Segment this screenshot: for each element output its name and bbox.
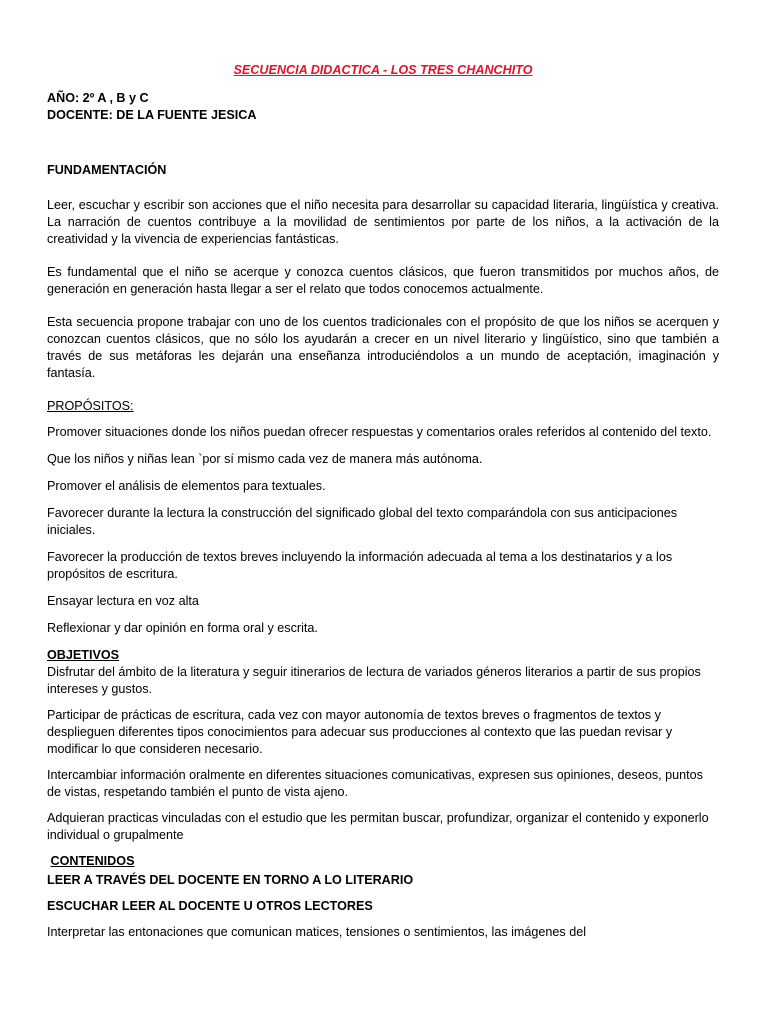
fundamentacion-paragraph: Leer, escuchar y escribir son acciones que el niño necesita para desarrollar su capacidad literaria, lingüística y creativa. La narración de cuentos contribuye a la movilidad de sentimientos por parte de los niños, a la activación de la creatividad y la vivencia de experiencias fantásticas. [47,198,719,246]
year-line: AÑO: 2º A , B y C [47,91,149,105]
proposito-item: Reflexionar y dar opinión en forma oral y escrita. [47,621,318,635]
contenidos-subheading: ESCUCHAR LEER AL DOCENTE U OTROS LECTORES [47,899,373,913]
propositos-heading-wrap [47,398,719,415]
fundamentacion-heading: FUNDAMENTACIÓN [47,163,167,177]
proposito-item: Promover situaciones donde los niños puedan ofrecer respuestas y comentarios orales referidos al contenido del texto. [47,425,712,439]
proposito-item: Ensayar lectura en voz alta [47,594,199,608]
proposito-item: Favorecer la producción de textos breves incluyendo la información adecuada al tema a los destinatarios y a los propósitos de escritura. [47,550,673,581]
proposito-item: Promover el análisis de elementos para textuales. [47,479,326,493]
objetivos-heading: OBJETIVOS [47,648,120,662]
objetivo-item: Disfrutar del ámbito de la literatura y seguir itinerarios de lectura de variados géneros literarios a partir de sus propios intereses y gustos. [47,665,701,696]
objetivo-item: Adquieran practicas vinculadas con el estudio que les permitan buscar, profundizar, organizar el contenido y exponerlo individual o grupalmente [47,811,709,842]
objetivo-item: Participar de prácticas de escritura, cada vez con mayor autonomía de textos breves o fragmentos de textos y desplieguen diferentes tipos conocimientos para adecuar sus producciones al contexto que las puedan revisar y modificar lo que consideren necesario. [47,708,673,756]
document-content [47,62,719,941]
teacher-line: DOCENTE: DE LA FUENTE JESICA [47,108,257,122]
proposito-item: Que los niños y niñas lean `por sí mismo cada vez de manera más autónoma. [47,452,483,466]
document-title: SECUENCIA DIDACTICA - LOS TRES CHANCHITO [233,63,533,77]
proposito-item: Favorecer durante la lectura la construcción del significado global del texto comparándola con sus anticipaciones iniciales. [47,506,678,537]
fundamentacion-paragraph: Es fundamental que el niño se acerque y conozca cuentos clásicos, que fueron transmitidos por muchos años, de generación en generación hasta llegar a ser el relato que todos conocemos actualmente. [47,265,719,296]
fundamentacion-paragraph: Esta secuencia propone trabajar con uno de los cuentos tradicionales con el propósito de que los niños se acerquen y conozcan cuentos clásicos, que no sólo los ayudarán a crecer en un nivel literario y lingüístico, sino que también a través de sus metáforas les dejarán una enseñanza introduciéndolos a un mundo de aceptación, imaginación y fantasía. [47,315,719,380]
objetivos-heading-wrap [47,647,719,664]
objetivo-item: Intercambiar información oralmente en diferentes situaciones comunicativas, expresen sus opiniones, deseos, puntos de vistas, respetando también el punto de vista ajeno. [47,768,703,799]
contenidos-subheading: LEER A TRAVÉS DEL DOCENTE EN TORNO A LO LITERARIO [47,873,414,887]
propositos-heading: PROPÓSITOS: [47,399,134,413]
contenidos-heading: CONTENIDOS [50,854,135,868]
contenidos-heading-wrap [47,853,719,870]
contenidos-text: Interpretar las entonaciones que comunican matices, tensiones o sentimientos, las imágenes del [47,925,587,939]
